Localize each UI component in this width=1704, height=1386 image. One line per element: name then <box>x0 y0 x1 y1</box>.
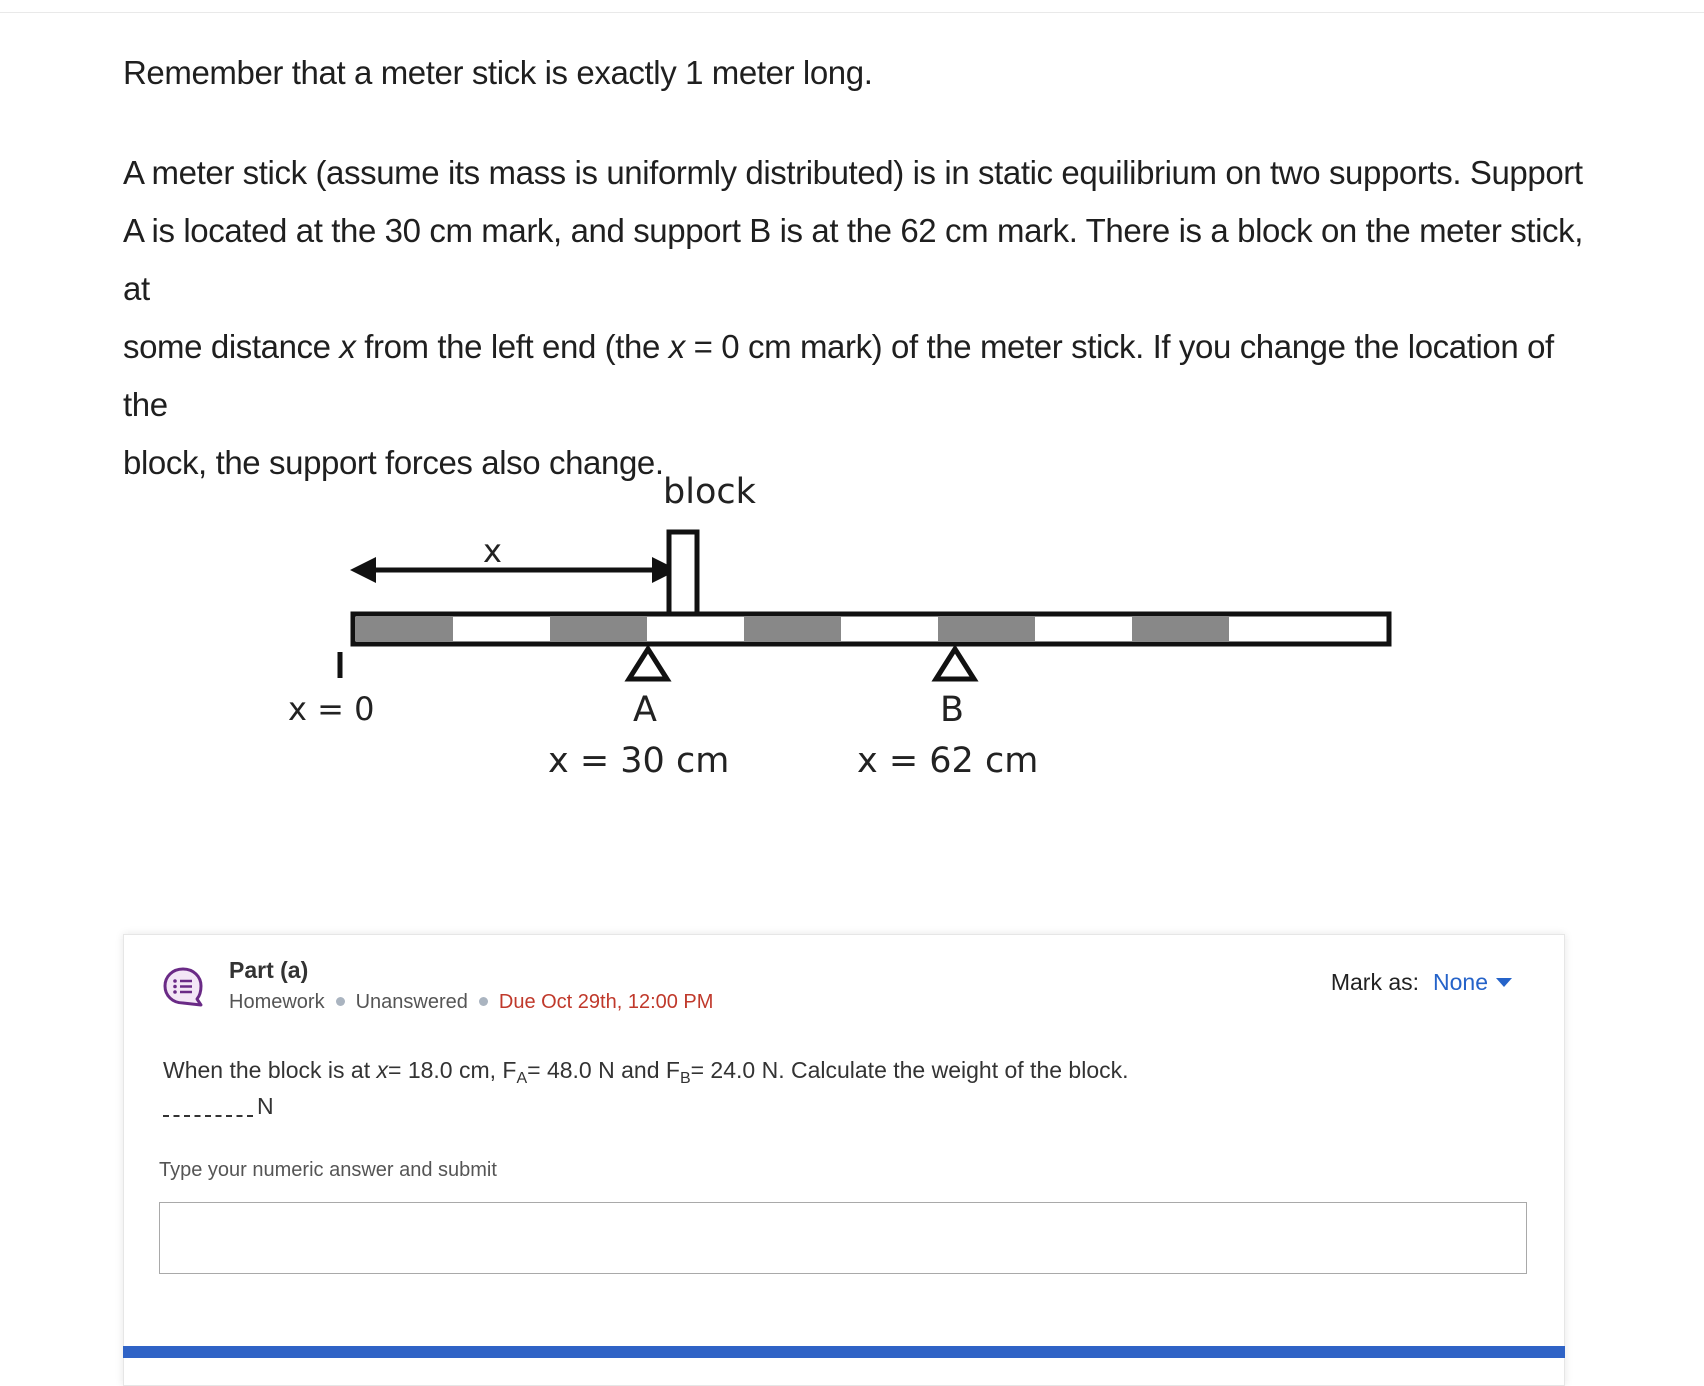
top-divider <box>0 12 1704 13</box>
block-shape <box>669 532 697 614</box>
part-a-card <box>123 934 1565 1386</box>
answer-label: Type your numeric answer and submit <box>159 1159 497 1181</box>
caret-down-icon[interactable] <box>1496 978 1512 987</box>
problem-line-3c: = 0 cm mark) of the meter stick. If you change the location of the <box>123 328 1554 423</box>
mark-as-control <box>1331 969 1512 996</box>
part-type: Homework <box>229 991 325 1013</box>
meta-separator-dot <box>336 997 345 1006</box>
intro-text: Remember that a meter stick is exactly 1 meter long. <box>123 54 873 91</box>
problem-line-1: A meter stick (assume its mass is uniformly distributed) is in static equilibrium on two supports. Support <box>123 154 1583 191</box>
mark-as-label: Mark as: <box>1330 969 1420 995</box>
question-var-x: x <box>376 1057 388 1083</box>
answer-unit: N <box>257 1093 274 1119</box>
meta-separator-dot <box>479 997 488 1006</box>
question-part-4: = 24.0 N. Calculate the weight of the block. <box>690 1057 1129 1083</box>
support-a-label: A <box>633 690 657 730</box>
x-distance-label: x <box>483 532 502 570</box>
answer-input[interactable] <box>159 1202 1527 1274</box>
question-part-2: = 18.0 cm, F <box>388 1057 517 1083</box>
support-b-position: x = 62 cm <box>857 741 1039 781</box>
support-b-triangle <box>936 649 974 679</box>
question-part-1: When the block is at <box>163 1057 371 1083</box>
support-a-position: x = 30 cm <box>548 741 730 781</box>
problem-line-3a: some distance <box>123 328 331 365</box>
mark-as-value[interactable]: None <box>1433 969 1488 995</box>
blank-line <box>163 1115 253 1117</box>
block-label: block <box>663 472 756 512</box>
part-status: Unanswered <box>355 991 468 1013</box>
support-a-triangle <box>629 649 667 679</box>
problem-line-3b: from the left end (the <box>364 328 660 365</box>
mark-as-dropdown[interactable] <box>1433 969 1512 995</box>
support-b-label: B <box>940 690 965 730</box>
meter-stick-diagram <box>280 450 1400 810</box>
part-title: Part (a) <box>229 957 309 983</box>
subscript-a: A <box>516 1070 528 1087</box>
problem-text <box>123 144 1583 492</box>
meter-stick <box>353 614 1389 644</box>
problem-line-2: A is located at the 30 cm mark, and support B is at the 62 cm mark. There is a block on the meter stick, at <box>123 212 1583 307</box>
part-due-date: Due Oct 29th, 12:00 PM <box>498 991 714 1013</box>
chat-list-icon <box>162 966 204 1008</box>
part-meta <box>229 991 713 1014</box>
submit-bar[interactable] <box>123 1346 1565 1358</box>
answer-blank <box>163 1093 274 1120</box>
question-part-3: = 48.0 N and F <box>527 1057 680 1083</box>
problem-line-4: block, the support forces also change. <box>123 444 664 481</box>
problem-var-x-2: x <box>668 328 685 365</box>
question-text <box>163 1054 1513 1086</box>
subscript-b: B <box>679 1070 691 1087</box>
problem-var-x: x <box>339 328 356 365</box>
arrow-head-left <box>350 557 376 583</box>
origin-label: x = 0 <box>288 690 375 728</box>
